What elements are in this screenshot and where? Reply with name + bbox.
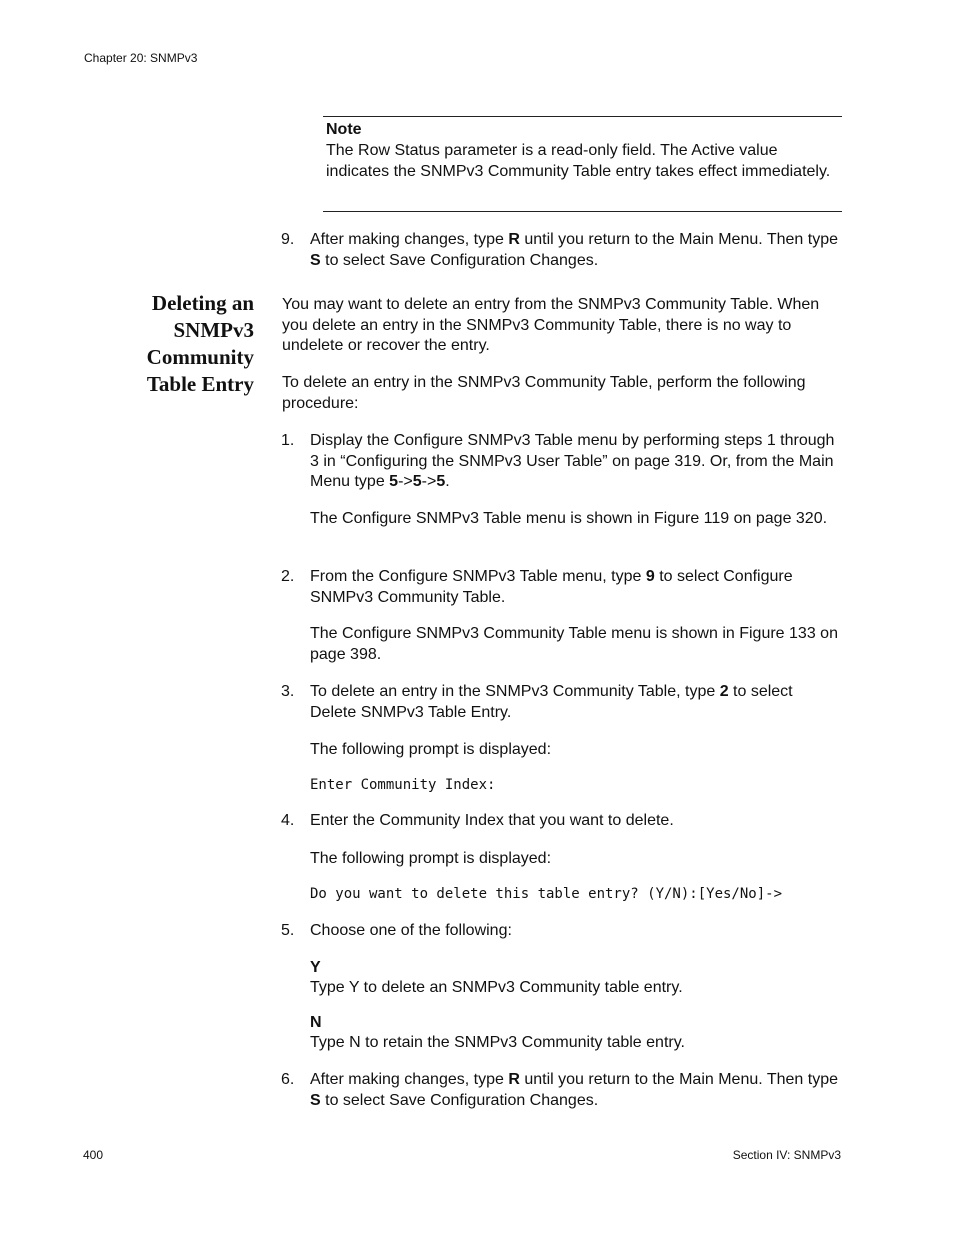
option-text: Type Y to delete an SNMPv3 Community table entry. — [310, 979, 683, 996]
page-number: 400 — [83, 1148, 104, 1162]
step-text: After making changes, type R until you return to the Main Menu. Then type S to select Save Configuration Changes. — [310, 1071, 838, 1109]
intro-paragraph: To delete an entry in the SNMPv3 Community Table, perform the following procedure: — [282, 374, 806, 412]
step-subtext: The following prompt is displayed: — [310, 850, 552, 867]
option-label: N — [310, 1014, 322, 1031]
option-text: Type N to retain the SNMPv3 Community table entry. — [310, 1034, 685, 1051]
step-text: After making changes, type R until you return to the Main Menu. Then type S to select Save Configuration Changes. — [310, 231, 838, 269]
code-prompt: Do you want to delete this table entry? (Y/N):[Yes/No]-> — [310, 886, 783, 902]
section-heading: Deleting an SNMPv3 Community Table Entry — [146, 291, 254, 396]
step-number: 4. — [281, 812, 295, 829]
step-subtext: The Configure SNMPv3 Table menu is shown in Figure 119 on page 320. — [310, 510, 828, 527]
chapter-header: Chapter 20: SNMPv3 — [84, 51, 198, 65]
option-label: Y — [310, 959, 321, 976]
step-text: Display the Configure SNMPv3 Table menu by performing steps 1 through 3 in “Configuring the SNMPv3 User Table” on page 319. Or, from the Main Menu type 5->5->5. — [310, 432, 835, 490]
step-text: From the Configure SNMPv3 Table menu, type 9 to select Configure SNMPv3 Community Table. — [310, 568, 793, 606]
step-text: Choose one of the following: — [310, 922, 512, 939]
note-text: The Row Status parameter is a read-only field. The Active value indicates the SNMPv3 Community Table entry takes effect immediately. — [326, 142, 831, 180]
intro-paragraph: You may want to delete an entry from the SNMPv3 Community Table. When you delete an entry in the SNMPv3 Community Table, there is no way to undelete or recover the entry. — [282, 296, 820, 354]
note-box — [323, 116, 842, 212]
step-subtext: The Configure SNMPv3 Community Table menu is shown in Figure 133 on page 398. — [310, 625, 838, 663]
step-number: 2. — [281, 568, 295, 585]
step-number: 1. — [281, 432, 295, 449]
footer-section: Section IV: SNMPv3 — [732, 1148, 841, 1162]
step-text: To delete an entry in the SNMPv3 Community Table, type 2 to select Delete SNMPv3 Table Entry. — [310, 683, 793, 721]
code-prompt: Enter Community Index: — [310, 777, 496, 793]
step-number: 5. — [281, 922, 295, 939]
step-subtext: The following prompt is displayed: — [310, 741, 552, 758]
step-number: 9. — [281, 231, 295, 248]
step-text: Enter the Community Index that you want to delete. — [310, 812, 674, 829]
note-title: Note — [326, 121, 362, 138]
step-number: 3. — [281, 683, 295, 700]
step-number: 6. — [281, 1071, 295, 1088]
